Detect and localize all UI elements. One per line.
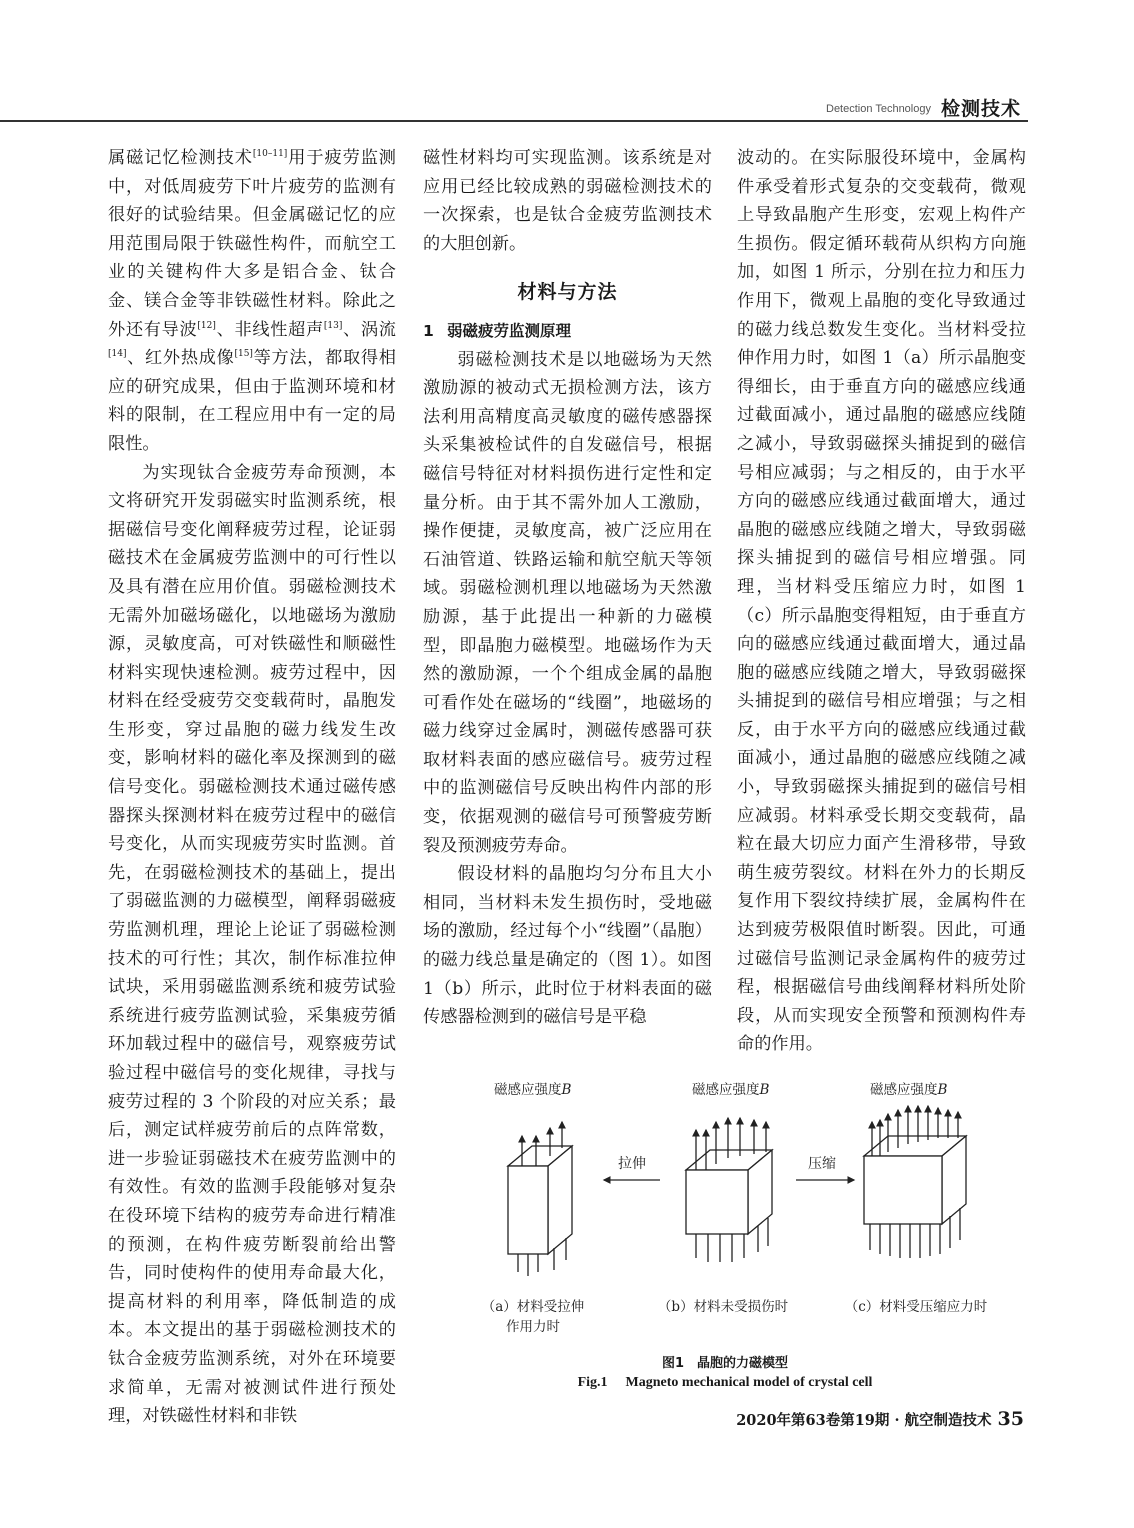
- section-heading: 材料与方法: [517, 281, 618, 304]
- stretch-label: 拉伸: [618, 1156, 646, 1172]
- col2-paragraph-2: 弱磁检测技术是以地磁场为天然激励源的被动式无损检测方法，该方法利用高精度高灵敏度的磁传感器探头采集被检试件的自发磁信号，根据磁信号特征对材料损伤进行定性和定量分析。由于其不需外加人工激励，操作便捷，灵敏度高，被广泛应用在石油管道、铁路运输和航空航天等领域。弱磁检测机理以地磁场为天然激励源，基于此提出一种新的力磁模型，即晶胞力磁模型。地磁场作为天然的激励源，一个个组成金属的晶胞可看作处在磁场的“线圈”，地磁场的磁力线穿过金属时，测磁传感器可获取材料表面的感应磁信号。疲劳过程中的监测磁信号反映出构件内部的形变，依据观测的磁信号可预警疲劳断裂及预测疲劳寿命。: [423, 349, 712, 856]
- page-footer: [736, 1408, 1024, 1430]
- text-run: 用于疲劳监测中，对低周疲劳下叶片疲劳的监测有很好的试验结果。但金属磁记忆的应用范围局限于铁磁性构件，而航空工业的关键构件大多是铝合金、钛合金、镁合金等非铁磁性材料。除此之外还有导波: [108, 148, 396, 340]
- cell-c-compressed: [864, 1106, 966, 1258]
- subsection-number: 1: [423, 321, 434, 340]
- figure-crystal-cell-model: [470, 1066, 990, 1291]
- citation: [15]: [234, 349, 253, 360]
- citation: [14]: [108, 349, 127, 360]
- column-1: [108, 144, 396, 1431]
- b-label-c: 磁感应强度B: [870, 1082, 948, 1098]
- figure-caption-zh: 图1 晶胞的力磁模型: [661, 1356, 789, 1371]
- text-run: 等方法，都取得相应的研究成果，但由于监测环境和材料的限制，在工程应用中有一定的局限性。: [108, 348, 396, 454]
- citation: [10–11]: [252, 149, 288, 159]
- text-run: 、涡流: [342, 319, 396, 340]
- cell-a-stretched: [508, 1122, 572, 1276]
- text-run: 属磁记忆检测技术: [108, 148, 253, 168]
- figure-number-en: Fig.1: [577, 1375, 608, 1390]
- page-number: 35: [997, 1408, 1024, 1430]
- col1-paragraph-2: 为实现钛合金疲劳寿命预测，本文将研究开发弱磁实时监测系统，根据磁信号变化阐释疲劳过程，论证弱磁技术在金属疲劳监测中的可行性以及具有潜在应用价值。弱磁检测技术无需外加磁场磁化，以地磁场为激励源，灵敏度高，可对铁磁性和顺磁性材料实现快速检测。疲劳过程中，因材料在经受疲劳交变载荷时，晶胞发生形变，穿过晶胞的磁力线发生改变，影响材料的磁化率及探测到的磁信号变化。弱磁检测技术通过磁传感器探头探测材料在疲劳过程中的磁信号变化，从而实现疲劳实时监测。首先，在弱磁检测技术的基础上，提出了弱磁监测的力磁模型，阐释弱磁疲劳监测机理，理论上论证了弱磁检测技术的可行性；其次，制作标准拉伸试块，采用弱磁监测系统和疲劳试验系统进行疲劳监测试验，采集疲劳循环加载过程中的磁信号，观察疲劳试验过程中磁信号的变化规律，寻找与疲劳过程的 3 个阶段的对应关系；最后，测定试样疲劳前后的点阵常数，进一步验证弱磁技术在疲劳监测中的有效性。有效的监测手段能够对复杂在役环境下结构的疲劳寿命进行精准的预测，在构件疲劳断裂前给出警告，同时使构件的使用寿命最大化，提高材料的利用率，降低制造的成本。本文提出的基于弱磁检测技术的钛合金疲劳监测系统，对外在环境要求简单，无需对被测试件进行预处理，对铁磁性材料和非铁: [108, 462, 396, 1427]
- subfigure-a-line-2: 作用力时: [506, 1319, 560, 1335]
- subfigure-a-label: [468, 1297, 598, 1337]
- figure-title-en: Magneto mechanical model of crystal cell: [625, 1375, 873, 1390]
- text-run: 、非线性超声: [215, 319, 324, 340]
- column-3: [737, 144, 1026, 1059]
- figure-caption-en: [420, 1375, 1030, 1391]
- header-section-zh: 检测技术: [941, 98, 1022, 120]
- subsection-heading: [423, 317, 712, 346]
- journal-info: 2020年第63卷第19期 · 航空制造技术: [736, 1412, 992, 1429]
- subfigure-b-label: （b）材料未受损伤时: [657, 1299, 789, 1315]
- column-2: [423, 144, 712, 1032]
- b-label-a: 磁感应强度B: [494, 1082, 572, 1098]
- citation: [12]: [197, 320, 216, 331]
- col3-paragraph-1: 波动的。在实际服役环境中，金属构件承受着形式复杂的交变载荷，微观上导致晶胞产生形变，宏观上构件产生损伤。假定循环载荷从织构方向施加，如图 1 所示，分别在拉力和压力作用下，微观上晶胞的变化导致通过的磁力线总数发生变化。当材料受拉伸作用力时，如图 1（a）所示晶胞变得细长，由于垂直方向的磁感应线通过截面减小，通过晶胞的磁感应线随之减小，导致弱磁探头捕捉到的磁信号相应减弱；与之相反的，由于水平方向的磁感应线通过截面增大，通过晶胞的磁感应线随之增大，导致弱磁探头捕捉到的磁信号相应增强。同理，当材料受压缩应力时，如图 1（c）所示晶胞变得粗短，由于垂直方向的磁感应线通过截面增大，通过晶胞的磁感应线随之增大，导致弱磁探头捕捉到的磁信号相应增强；与之相反，由于水平方向的磁感应线通过截面减小，通过晶胞的磁感应线随之减小，导致弱磁探头捕捉到的磁信号相应减弱。材料承受长期交变载荷，晶粒在最大切应力面产生滑移带，导致萌生疲劳裂纹。材料在外力的长期反复作用下裂纹持续扩展，金属构件在达到疲劳极限值时断裂。因此，可通过磁信号监测记录金属构件的疲劳过程，根据磁信号曲线阐释材料所处阶段，从而实现安全预警和预测构件寿命的作用。: [737, 148, 1026, 1055]
- subsection-title: 弱磁疲劳监测原理: [447, 321, 572, 340]
- b-label-b: 磁感应强度B: [692, 1082, 770, 1098]
- compress-label: 压缩: [808, 1156, 836, 1172]
- cell-b-undamaged: [686, 1118, 772, 1262]
- col1-paragraph-1: [108, 144, 396, 459]
- header-section-en: Detection Technology: [826, 103, 931, 115]
- col2-paragraph-1: 磁性材料均可实现监测。该系统是对应用已经比较成熟的弱磁检测技术的一次探索，也是钛合金疲劳监测技术的大胆创新。: [423, 148, 712, 254]
- subfigure-c-label: （c）材料受压缩应力时: [844, 1299, 988, 1315]
- text-run: 、红外热成像: [126, 348, 235, 369]
- subfigure-a-line-1: （a）材料受拉伸: [481, 1299, 585, 1315]
- col2-paragraph-3: 假设材料的晶胞均匀分布且大小相同，当材料未发生损伤时，受地磁场的激励，经过每个小“线圈”（晶胞）的磁力线总量是确定的（图 1）。如图 1（b）所示，此时位于材料表面的磁传感器检测到的磁信号是平稳: [423, 864, 712, 1028]
- citation: [13]: [323, 320, 343, 331]
- header-rule: [0, 120, 1028, 122]
